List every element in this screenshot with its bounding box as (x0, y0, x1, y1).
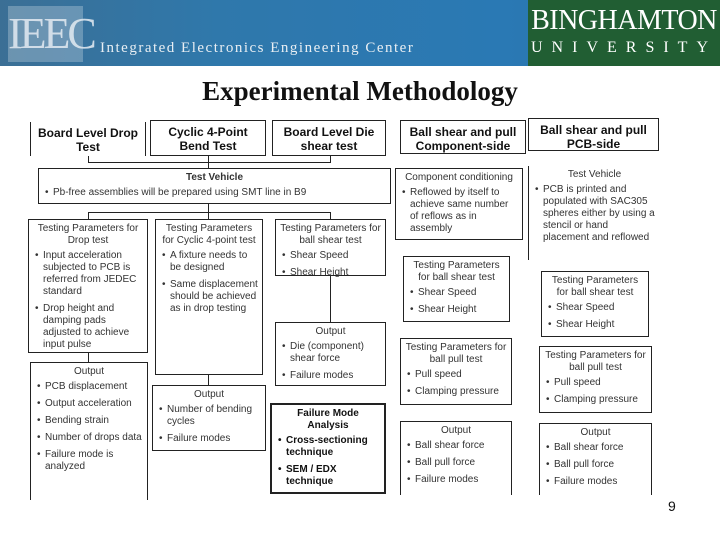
list-item: • SEM / EDX technique (286, 464, 380, 488)
list-item: • Shear Speed (418, 287, 505, 299)
list-item: • Failure mode is analyzed (45, 449, 143, 473)
list-item: • Input acceleration subjected to PCB is referred from JEDEC standard (43, 250, 143, 298)
list-item: • Shear Height (556, 319, 644, 331)
pcb-shear-params-box (541, 271, 649, 337)
list-item: • PCB displacement (45, 381, 143, 393)
list-item: • Shear Height (290, 267, 381, 279)
list-item: • Drop height and damping pads adjusted to achieve input pulse (43, 303, 143, 351)
list-item: • Ball pull force (415, 457, 507, 469)
list-item: • Number of bending cycles (167, 404, 261, 428)
list-item: • Shear Speed (556, 302, 644, 314)
list-item: • PCB is printed and populated with SAC305 spheres either by using a stencil or hand placement and reflowed (543, 184, 656, 244)
failure-mode-analysis-box (270, 403, 386, 494)
list-item: • Same displacement should be achieved as in drop testing (170, 279, 258, 315)
box-title: Testing Parameters for ball shear test (551, 275, 639, 298)
box-title: Component conditioning (405, 172, 513, 183)
box-title: Testing Parameters for ball pull test (545, 350, 646, 373)
list-item: • Bending strain (45, 415, 143, 427)
list-item: • Output acceleration (45, 398, 143, 410)
die-shear-box: Board Level Die shear test (272, 120, 386, 156)
list-item: • Pull speed (415, 369, 507, 381)
box-title: Test Vehicle (567, 169, 622, 180)
list-item: • Failure modes (290, 370, 381, 382)
bend-test-box: Cyclic 4-Point Bend Test (150, 120, 266, 156)
list-item: • Shear Height (418, 304, 505, 316)
box-title: Testing Parameters for ball shear test (413, 260, 500, 283)
box-title: Testing Parameters for ball shear test (280, 223, 381, 246)
list-item: • Pull speed (554, 377, 647, 389)
component-side-box: Ball shear and pull Component-side (400, 120, 526, 154)
box-title: Testing Parameters for ball pull test (405, 342, 507, 365)
box-title: Output (440, 425, 472, 436)
connector (330, 275, 331, 322)
list-item: • Reflowed by itself to achieve same number of reflows as in assembly (410, 187, 518, 235)
box-title: Output (73, 366, 105, 377)
box-title: Output (315, 326, 346, 337)
list-item: • Ball shear force (415, 440, 507, 452)
university-line2: UNIVERSITY (531, 39, 717, 56)
connector (208, 203, 209, 219)
list-item: • Failure modes (415, 474, 507, 486)
box-title: Failure Mode Analysis (297, 408, 359, 431)
list-item: • A fixture needs to be designed (170, 250, 258, 274)
list-item: • Ball shear force (554, 442, 647, 454)
list-item: • Ball pull force (554, 459, 647, 471)
drop-test-box: Board Level Drop Test (30, 122, 146, 156)
list-item: • Pb-free assemblies will be prepared using SMT line in B9 (53, 187, 386, 199)
pcb-pull-params-box (539, 346, 652, 413)
pcb-side-box: Ball shear and pull PCB-side (528, 118, 659, 151)
slide-title: Experimental Methodology (202, 76, 518, 106)
list-item: • Failure modes (554, 476, 647, 488)
connector (88, 162, 331, 163)
comp-output-box (400, 421, 512, 495)
list-item: • Number of drops data (45, 432, 143, 444)
box-title: Test Vehicle (185, 172, 244, 183)
connector (88, 352, 89, 362)
drop-params-box (28, 219, 148, 353)
binghamton-logo (528, 0, 720, 66)
connector (88, 212, 331, 213)
comp-shear-params-box (403, 256, 510, 322)
connector (88, 212, 89, 219)
test-vehicle-box (38, 168, 391, 204)
box-title: Output (193, 389, 225, 400)
box-title: Output (580, 427, 611, 438)
box-title: Testing Parameters for Drop test (37, 223, 139, 246)
list-item: • Clamping pressure (554, 394, 647, 406)
ieec-logo: IEEC (8, 9, 94, 58)
pcb-test-vehicle-box (528, 166, 660, 260)
comp-pull-params-box (400, 338, 512, 405)
university-line1: BINGHAMTON (531, 5, 717, 36)
bend-output-box (152, 385, 266, 451)
page-number: 9 (668, 498, 676, 514)
bend-params-box (155, 219, 263, 375)
drop-output-box (30, 362, 148, 500)
component-conditioning-box (395, 168, 523, 240)
list-item: • Failure modes (167, 433, 261, 445)
die-params-box (275, 219, 386, 276)
list-item: • Clamping pressure (415, 386, 507, 398)
header-banner (0, 0, 720, 66)
list-item: • Cross-sectioning technique (286, 435, 380, 459)
box-title: Testing Parameters for Cyclic 4-point test (162, 223, 256, 246)
connector (208, 375, 209, 385)
list-item: • Shear Speed (290, 250, 381, 262)
pcb-output-box (539, 423, 652, 495)
center-name: Integrated Electronics Engineering Center (100, 40, 415, 56)
list-item: • Die (component) shear force (290, 341, 381, 365)
connector (330, 212, 331, 219)
die-output-box (275, 322, 386, 386)
